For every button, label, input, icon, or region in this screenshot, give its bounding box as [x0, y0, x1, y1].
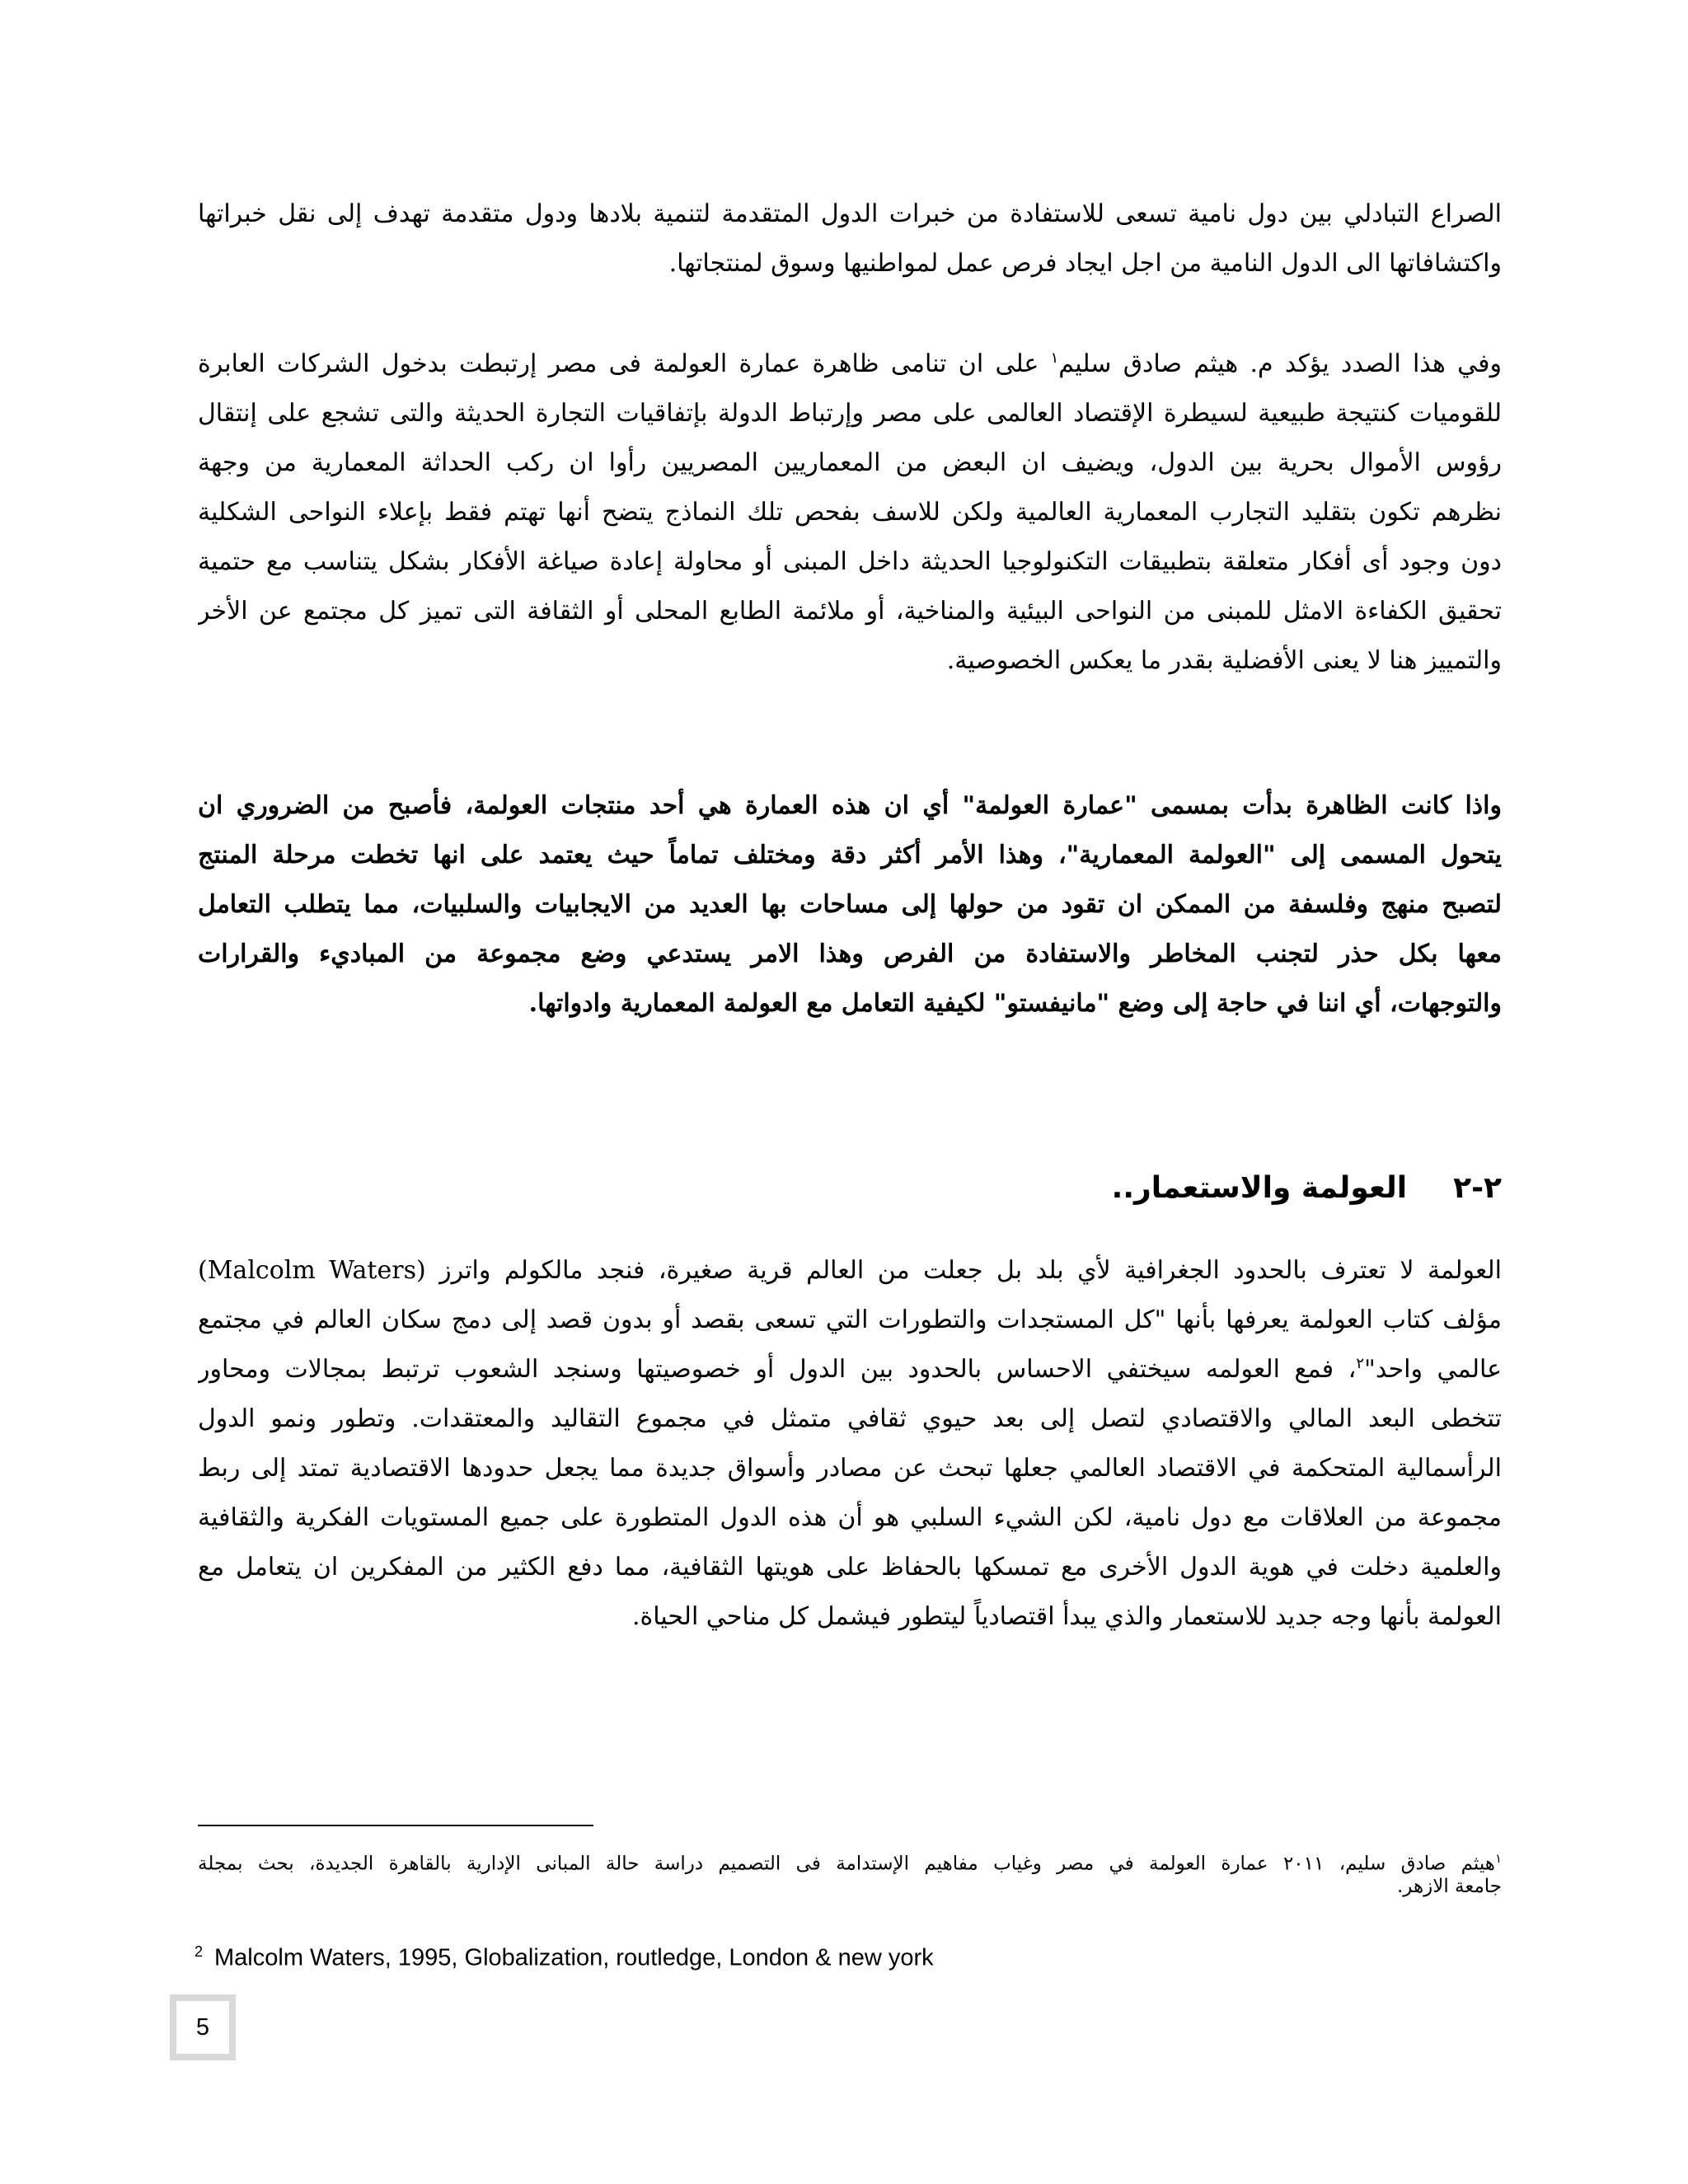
text-line: والعلمية دخلت في هوية الدول الأخرى مع تمسكها بالحفاظ على هويتها الثقافية، مما دفع الكثير من المفكرين ان يتعامل مع	[198, 1553, 1502, 1582]
text-line	[198, 1345, 1502, 1394]
paragraph-4	[198, 1246, 1502, 1642]
footnote-line: جامعة الازهر.	[1396, 1876, 1502, 1897]
text-line: العولمة لا تعترف بالحدود الجغرافية لأي بلد بل جعلت من العالم قرية صغيرة، فنجد مالكولم واترز (Malcolm Waters)	[198, 1256, 1502, 1285]
text-segment: على ان تنامى ظاهرة عمارة العولمة فى مصر إرتبطت بدخول الشركات العابرة	[198, 349, 1051, 378]
text-line: والتوجهات، أي اننا في حاجة إلى وضع "مانيفستو" لكيفية التعامل مع العولمة المعمارية وادواتها.	[528, 989, 1502, 1018]
text-line: الصراع التبادلي بين دول نامية تسعى للاستفادة من خبرات الدول المتقدمة لتنمية بلادها ودول متقدمة تهدف إلى نقل خبراتها	[198, 199, 1502, 228]
paragraph-1	[198, 190, 1502, 288]
text-line: واذا كانت الظاهرة بدأت بمسمى "عمارة العولمة" أي ان هذه العمارة هي أحد منتجات العولمة، فأصبح من الضروري ان	[198, 791, 1502, 820]
text-line: مؤلف كتاب العولمة يعرفها بأنها "كل المستجدات والتطورات التي تسعى بقصد أو بدون قصد إلى دمج سكان العالم في مجتمع	[198, 1305, 1502, 1334]
paragraph-3-bold	[198, 781, 1502, 1029]
text-line: يتحول المسمى إلى "العولمة المعمارية"، وهذا الأمر أكثر دقة ومختلف تماماً حيث يعتمد على انها تخطت مرحلة المنتج	[198, 841, 1502, 869]
text-segment: وفي هذا الصدد يؤكد م. هيثم صادق سليم	[1058, 349, 1502, 378]
footnote-marker-1: ١	[1494, 1851, 1502, 1866]
text-line: رؤوس الأموال بحرية بين الدول، ويضيف ان البعض من المعماريين المصريين رأوا ان ركب الحداثة المعمارية من وجهة	[198, 448, 1502, 477]
text-line: دون وجود أى أفكار متعلقة بتطبيقات التكنولوجيا الحديثة داخل المبنى أو محاولة إعادة صياغة الأفكار بشكل يتناسب مع حتمية	[198, 547, 1502, 576]
section-number: ٢-٢	[1453, 1171, 1502, 1205]
paragraph-2	[198, 340, 1502, 686]
text-line: تحقيق الكفاءة الامثل للمبنى من النواحى البيئية والمناخية، أو ملائمة الطابع المحلى أو الثقافة التى تميز كل مجتمع عن الأخر	[198, 597, 1502, 626]
text-line: واكتشافاتها الى الدول النامية من اجل ايجاد فرص عمل لمواطنيها وسوق لمنتجاتها.	[668, 249, 1502, 278]
footnote-text: Malcolm Waters, 1995, Globalization, routledge, London & new york	[214, 1944, 934, 1971]
page-number-box	[170, 1994, 236, 2060]
footnote-reference-2[interactable]: ٢	[1356, 1355, 1365, 1372]
text-line: العولمة بأنها وجه جديد للاستعمار والذي يبدأ اقتصادياً ليتطور فيشمل كل مناحي الحياة.	[631, 1602, 1502, 1631]
text-line: نظرهم تكون بتقليد التجارب المعمارية العالمية ولكن للاسف بفحص تلك النماذج يتضح أنها تهتم فقط بإعلاء النواحى الشكلية	[198, 498, 1502, 527]
text-line: والتمييز هنا لا يعنى الأفضلية بقدر ما يعكس الخصوصية.	[946, 646, 1502, 675]
text-line: لتصبح منهج وفلسفة من الممكن ان تقود من حولها إلى مساحات بها العديد من الايجابيات والسلبيات، مما يتطلب التعامل	[198, 890, 1502, 919]
text-line: للقوميات كنتيجة طبيعية لسيطرة الإقتصاد العالمى على مصر وإرتباط الدولة بإتفاقيات التجارة الحديثة والتى تشجع على إنتقال	[198, 399, 1502, 428]
section-title: العولمة والاستعمار..	[1111, 1171, 1408, 1205]
text-line: مجموعة من العلاقات مع دول نامية، لكن الشيء السلبي هو أن هذه الدول المتطورة على جميع المستويات الفكرية والثقافية	[198, 1503, 1502, 1532]
text-line: الرأسمالية المتحكمة في الاقتصاد العالمي جعلها تبحث عن مصادر وأسواق جديدة مما يجعل حدودها الاقتصادية تمتد إلى ربط	[198, 1454, 1502, 1483]
text-line: تتخطى البعد المالي والاقتصادي لتصل إلى بعد حيوي ثقافي متمثل في مجموع التقاليد والمعتقدات. وتطور ونمو الدول	[198, 1404, 1502, 1433]
footnote-2	[195, 1943, 934, 1972]
footnote-text: هيثم صادق سليم، ٢٠١١ عمارة العولمة في مصر وغياب مفاهيم الإستدامة فى التصميم دراسة حالة المبانى الإدارية بالقاهرة الجديدة، بحث بمجلة	[198, 1853, 1495, 1875]
section-heading	[1112, 1164, 1502, 1213]
text-line: معها بكل حذر لتجنب المخاطر والاستفادة من الفرص وهذا الامر يستدعي وضع مجموعة من المباديء والقرارات	[198, 940, 1502, 968]
footnote-marker-2: 2	[195, 1943, 204, 1960]
text-line	[198, 340, 1502, 389]
page-number: 5	[176, 2001, 229, 2054]
text-segment: عالمي واحد"	[1364, 1355, 1502, 1384]
footnote-line	[198, 1844, 1502, 1875]
footnote-reference-1[interactable]: ١	[1050, 349, 1059, 367]
footnote-separator	[198, 1825, 593, 1826]
text-segment: ، فمع العولمه سيختفي الاحساس بالحدود بين الدول أو خصوصيتها وسنجد الشعوب ترتبط بمجالات ومحاور	[198, 1355, 1357, 1384]
footnote-1	[198, 1844, 1502, 1900]
